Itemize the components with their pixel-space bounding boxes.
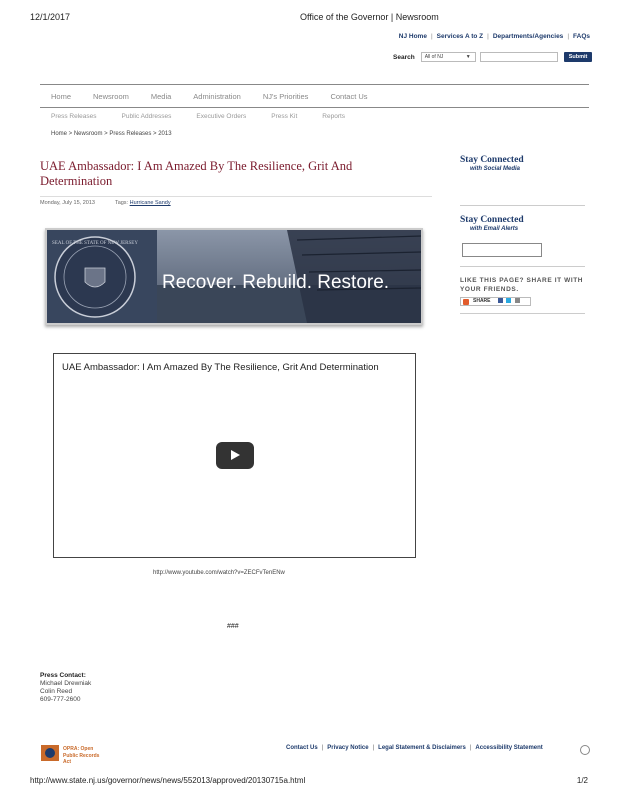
divider: | (321, 745, 324, 751)
search-scope-value: All of NJ (424, 54, 444, 60)
print-page-number: 1/2 (576, 776, 588, 785)
subnav-public-addresses[interactable]: Public Addresses (121, 113, 172, 120)
article-title: UAE Ambassador: I Am Amazed By The Resilience, Grit And Determination (40, 159, 353, 188)
print-url: http://www.state.nj.us/governor/news/news/552013/approved/20130715a.html (30, 776, 306, 785)
article-date: Monday, July 15, 2013 (40, 200, 95, 206)
nav-newsroom[interactable]: Newsroom (93, 91, 129, 101)
article-meta (40, 200, 171, 206)
video-url[interactable]: http://www.youtube.com/watch?v=ZECFvTenENw (153, 570, 285, 576)
email-title: Stay Connected (460, 215, 524, 225)
press-contact-label: Press Contact: (40, 672, 86, 679)
share-button[interactable] (460, 297, 531, 306)
recovery-banner (45, 228, 423, 325)
seal-shield (85, 268, 105, 287)
divider (460, 266, 585, 267)
opra-logo-line2: Public Records Act (63, 753, 100, 765)
search-input[interactable] (480, 52, 558, 62)
subnav-reports[interactable]: Reports (322, 113, 346, 120)
util-link-departments[interactable]: Departments/Agencies (492, 33, 564, 40)
divider (40, 196, 432, 197)
nav-media[interactable]: Media (150, 91, 172, 101)
opra-logo[interactable] (41, 745, 107, 765)
search-bar (393, 51, 592, 63)
subnav-press-kit[interactable]: Press Kit (271, 113, 298, 120)
divider (460, 205, 585, 206)
sub-nav (51, 113, 370, 120)
chevron-down-icon: ▼ (465, 54, 471, 60)
video-embed[interactable] (53, 353, 416, 558)
article-tags (115, 200, 171, 206)
footer-link-legal[interactable]: Legal Statement & Disclaimers (378, 745, 466, 751)
state-seal-icon (580, 745, 590, 755)
footer-link-accessibility[interactable]: Accessibility Statement (475, 745, 543, 751)
social-subtitle: with Social Media (470, 166, 521, 172)
divider: | (487, 33, 489, 40)
utility-nav (399, 33, 590, 40)
footer-link-privacy[interactable]: Privacy Notice (327, 745, 369, 751)
util-link-faqs[interactable]: FAQs (573, 33, 590, 40)
nav-priorities[interactable]: NJ's Priorities (262, 91, 309, 101)
tag-link[interactable]: Hurricane Sandy (129, 200, 171, 206)
print-date: 12/1/2017 (30, 12, 71, 22)
tags-label: Tags: (114, 200, 129, 206)
banner-graphic (47, 230, 421, 323)
video-title[interactable]: UAE Ambassador: I Am Amazed By The Resilience, Grit And Determination (62, 362, 379, 373)
search-submit-button[interactable]: Submit (564, 52, 593, 62)
divider: | (430, 33, 433, 40)
email-subtitle: with Email Alerts (470, 226, 519, 232)
share-label: SHARE (473, 298, 491, 304)
footer-links (286, 745, 543, 751)
share-prompt: LIKE THIS PAGE? SHARE IT WITH YOUR FRIENDS. (460, 277, 584, 293)
press-contact-name: Colin Reed (40, 688, 73, 695)
opra-logo-line1: OPRA: Open (63, 746, 94, 752)
nav-administration[interactable]: Administration (193, 91, 241, 101)
share-plus-icon (463, 299, 469, 305)
end-marker: ### (227, 623, 239, 630)
util-link-nj-home[interactable]: NJ Home (398, 33, 427, 40)
press-contact-name: Michael Drewniak (40, 680, 92, 687)
twitter-icon[interactable] (506, 298, 511, 303)
nav-contact[interactable]: Contact Us (330, 91, 368, 101)
opra-logo-circle (45, 748, 55, 758)
social-title: Stay Connected (460, 155, 524, 165)
email-icon[interactable] (515, 298, 520, 303)
breadcrumb[interactable]: Home > Newsroom > Press Releases > 2013 (51, 131, 172, 137)
email-field[interactable] (462, 243, 542, 257)
banner-slogan: Recover. Rebuild. Restore. (162, 272, 390, 293)
play-icon (231, 450, 240, 460)
seal-text: SEAL OF THE STATE OF NEW JERSEY (52, 241, 138, 246)
divider (460, 313, 585, 314)
print-title: Office of the Governor | Newsroom (300, 12, 439, 22)
divider: | (469, 745, 472, 751)
subnav-executive-orders[interactable]: Executive Orders (196, 113, 247, 120)
subnav-press-releases[interactable]: Press Releases (51, 113, 97, 120)
facebook-icon[interactable] (498, 298, 503, 303)
main-nav (40, 84, 589, 108)
footer-link-contact[interactable]: Contact Us (286, 745, 318, 751)
print-header (30, 12, 588, 24)
search-scope-select[interactable] (421, 52, 476, 62)
divider: | (567, 33, 570, 40)
search-label: Search (393, 53, 415, 61)
press-contact-phone: 609-777-2600 (40, 696, 81, 703)
divider: | (372, 745, 375, 751)
nav-home[interactable]: Home (51, 91, 72, 101)
play-button[interactable] (216, 442, 254, 469)
util-link-services[interactable]: Services A to Z (436, 33, 484, 40)
press-contact (40, 672, 91, 704)
